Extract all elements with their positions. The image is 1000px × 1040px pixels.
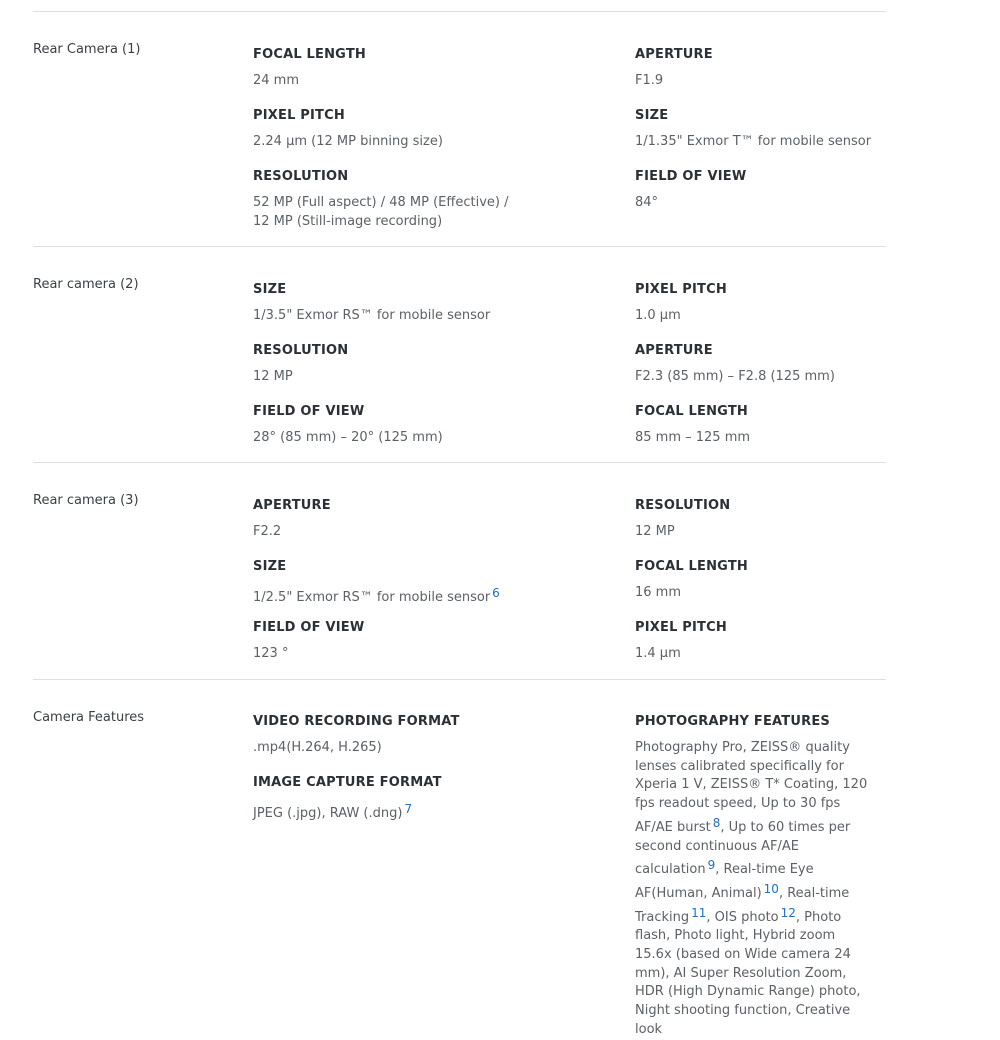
spec-value: 1/3.5" Exmor RS™ for mobile sensor	[253, 308, 491, 323]
section-divider	[33, 679, 886, 680]
spec-value: F2.2	[253, 524, 282, 539]
spec-value: 1/1.35" Exmor T™ for mobile sensor	[635, 134, 872, 149]
spec-value: 1.0 μm	[635, 308, 681, 323]
spec-value: 52 MP (Full aspect) / 48 MP (Effective) / 12 MP (Still-image recording)	[253, 195, 509, 229]
spec-value: 1.4 μm	[635, 646, 681, 661]
spec-video-recording-format	[253, 714, 513, 758]
spec-value-text: , Real-time Tracking	[635, 885, 850, 925]
spec-label: RESOLUTION	[253, 169, 349, 184]
spec-value: .mp4(H.264, H.265)	[253, 740, 382, 755]
spec-value-text: , Real-time Eye AF(Human, Animal)	[635, 862, 814, 901]
spec-label: APERTURE	[635, 47, 713, 62]
spec-label: SIZE	[253, 282, 287, 297]
spec-value: 16 mm	[635, 585, 682, 600]
spec-size	[253, 282, 513, 326]
section-title-rear-camera-1: Rear Camera (1)	[33, 42, 141, 57]
spec-value: 12 MP	[253, 369, 293, 384]
spec-value: 123 °	[253, 646, 289, 661]
spec-label: PHOTOGRAPHY FEATURES	[635, 714, 830, 729]
spec-value: 2.24 μm (12 MP binning size)	[253, 134, 443, 149]
spec-focal-length	[253, 47, 513, 91]
spec-value-text: 1/2.5" Exmor RS™ for mobile sensor	[253, 590, 491, 605]
spec-value: 84°	[635, 195, 659, 210]
section-divider	[33, 11, 886, 12]
spec-label: FIELD OF VIEW	[253, 620, 365, 635]
spec-value	[253, 584, 513, 608]
spec-label: PIXEL PITCH	[635, 282, 727, 297]
spec-label: SIZE	[253, 559, 287, 574]
spec-pixel-pitch	[635, 620, 875, 664]
spec-aperture	[635, 343, 875, 387]
spec-value-text: JPEG (.jpg), RAW (.dng)	[253, 806, 403, 821]
spec-label: APERTURE	[253, 498, 331, 513]
spec-photography-features	[635, 714, 875, 1040]
spec-value	[635, 739, 875, 1040]
section-divider	[33, 462, 886, 463]
spec-label: IMAGE CAPTURE FORMAT	[253, 775, 442, 790]
spec-value: 28° (85 mm) – 20° (125 mm)	[253, 430, 443, 445]
spec-field-of-view	[635, 169, 875, 213]
section-title-camera-features: Camera Features	[33, 710, 145, 725]
spec-aperture	[635, 47, 875, 91]
spec-aperture	[253, 498, 513, 542]
spec-label: FIELD OF VIEW	[635, 169, 747, 184]
spec-field-of-view	[253, 620, 513, 664]
spec-label: RESOLUTION	[635, 498, 731, 513]
footnote-link[interactable]: 7	[404, 802, 413, 816]
spec-value-text: , Up to 60 times per second continuous AF/AE calculation	[635, 819, 851, 878]
spec-focal-length	[635, 404, 875, 448]
spec-resolution	[253, 343, 513, 387]
spec-label: RESOLUTION	[253, 343, 349, 358]
spec-value: F2.3 (85 mm) – F2.8 (125 mm)	[635, 369, 835, 384]
footnote-link[interactable]: 8	[712, 815, 721, 830]
spec-label: FOCAL LENGTH	[635, 404, 748, 419]
footnote-link[interactable]: 9	[707, 858, 716, 873]
spec-label: VIDEO RECORDING FORMAT	[253, 714, 460, 729]
spec-label: FIELD OF VIEW	[253, 404, 365, 419]
section-title-rear-camera-2: Rear camera (2)	[33, 277, 139, 292]
spec-resolution	[253, 169, 513, 231]
spec-label: PIXEL PITCH	[635, 620, 727, 635]
spec-label: SIZE	[635, 108, 669, 123]
spec-focal-length	[635, 559, 875, 603]
spec-value: 24 mm	[253, 73, 300, 88]
spec-pixel-pitch	[253, 108, 513, 152]
spec-field-of-view	[253, 404, 513, 448]
spec-label: FOCAL LENGTH	[635, 559, 748, 574]
spec-size	[635, 108, 875, 152]
spec-image-capture-format	[253, 775, 513, 824]
spec-value-text: , OIS photo	[706, 909, 779, 925]
footnote-link[interactable]: 12	[780, 905, 796, 920]
spec-value: 85 mm – 125 mm	[635, 430, 751, 445]
spec-value-text: Photography Pro, ZEISS® quality lenses calibrated specifically for Xperia 1 V, ZEISS® T* Coating, 120 fps readout speed, Up to 30 fps AF/AE burst	[635, 740, 868, 835]
footnote-link[interactable]: 6	[492, 586, 500, 600]
footnote-link[interactable]: 11	[691, 905, 707, 920]
section-divider	[33, 246, 886, 247]
spec-pixel-pitch	[635, 282, 875, 326]
spec-label: APERTURE	[635, 343, 713, 358]
spec-value	[253, 800, 513, 824]
spec-label: FOCAL LENGTH	[253, 47, 366, 62]
footnote-link[interactable]: 10	[763, 881, 779, 896]
spec-value: 12 MP	[635, 524, 675, 539]
spec-label: PIXEL PITCH	[253, 108, 345, 123]
spec-value-text: , Photo flash, Photo light, Hybrid zoom 15.6x (based on Wide camera 24 mm), AI Super Resolution Zoom, HDR (High Dynamic Range) photo, Night shooting function, Creative look	[635, 909, 861, 1037]
spec-resolution	[635, 498, 875, 542]
spec-size	[253, 559, 513, 608]
spec-value: F1.9	[635, 73, 664, 88]
section-title-rear-camera-3: Rear camera (3)	[33, 493, 139, 508]
